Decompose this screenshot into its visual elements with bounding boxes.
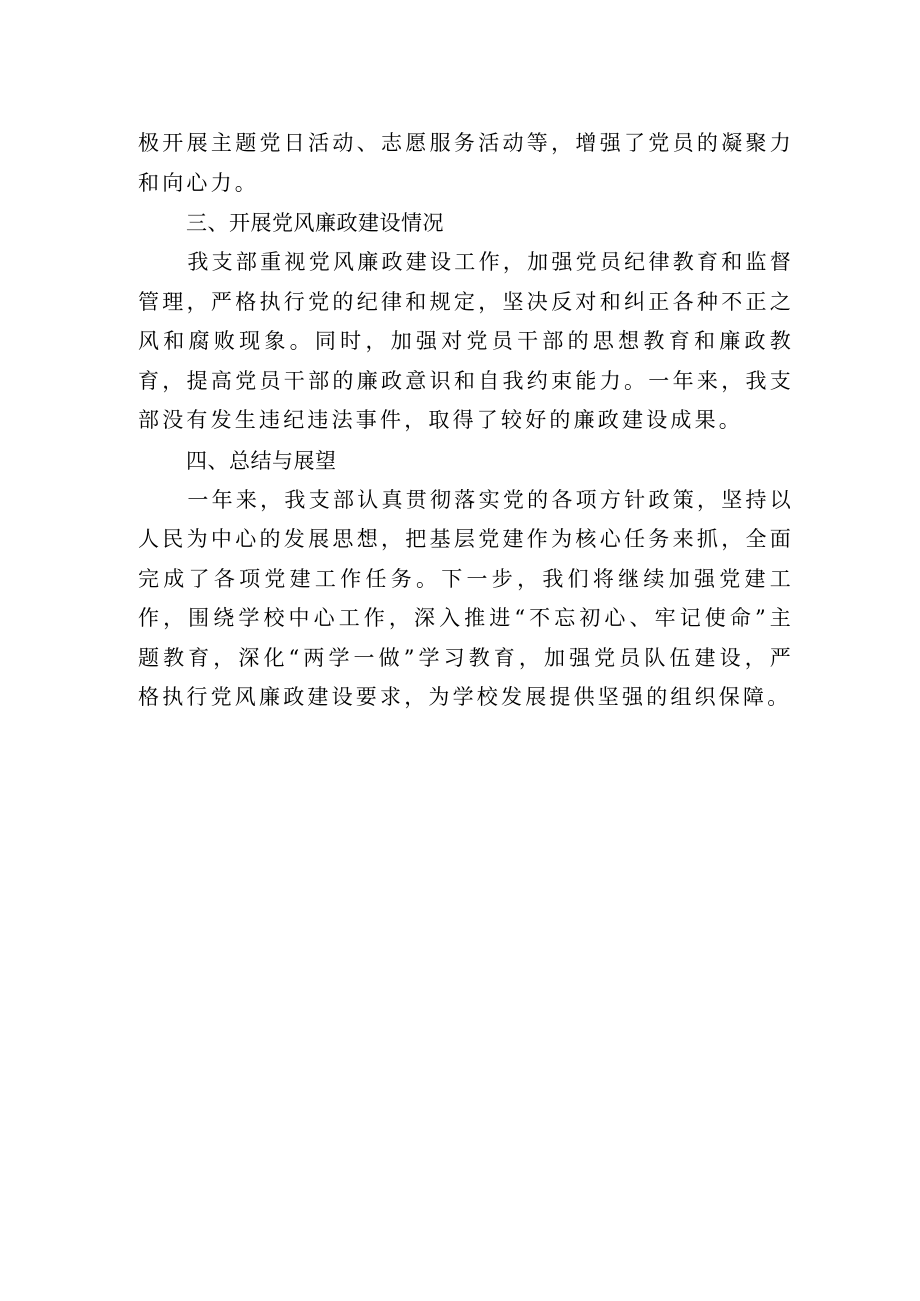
section-3-heading: 三、开展党风廉政建设情况: [186, 211, 444, 235]
section-4-paragraph: 一年来，我支部认真贯彻落实党的各项方针政策，坚持以人民为中心的发展思想，把基层党建作为核心任务来抓，全面完成了各项党建工作任务。下一步，我们将继续加强党建工作，围绕学校中心工作，深入推进“不忘初心、牢记使命”主题教育，深化“两学一做”学习教育，加强党员队伍建设，严格执行党风廉政建设要求，为学校发展提供坚强的组织保障。: [138, 487, 794, 709]
section-4-heading: 四、总结与展望: [186, 448, 337, 473]
section-3-paragraph: 我支部重视党风廉政建设工作，加强党员纪律教育和监督管理，严格执行党的纪律和规定，坚决反对和纠正各种不正之风和腐败现象。同时，加强对党员干部的思想教育和廉政教育，提高党员干部的廉政意识和自我约束能力。一年来，我支部没有发生违纪违法事件，取得了较好的廉政建设成果。: [138, 250, 794, 432]
document-body: [138, 124, 794, 718]
intro-paragraph: 极开展主题党日活动、志愿服务活动等，增强了党员的凝聚力和向心力。: [138, 131, 794, 195]
